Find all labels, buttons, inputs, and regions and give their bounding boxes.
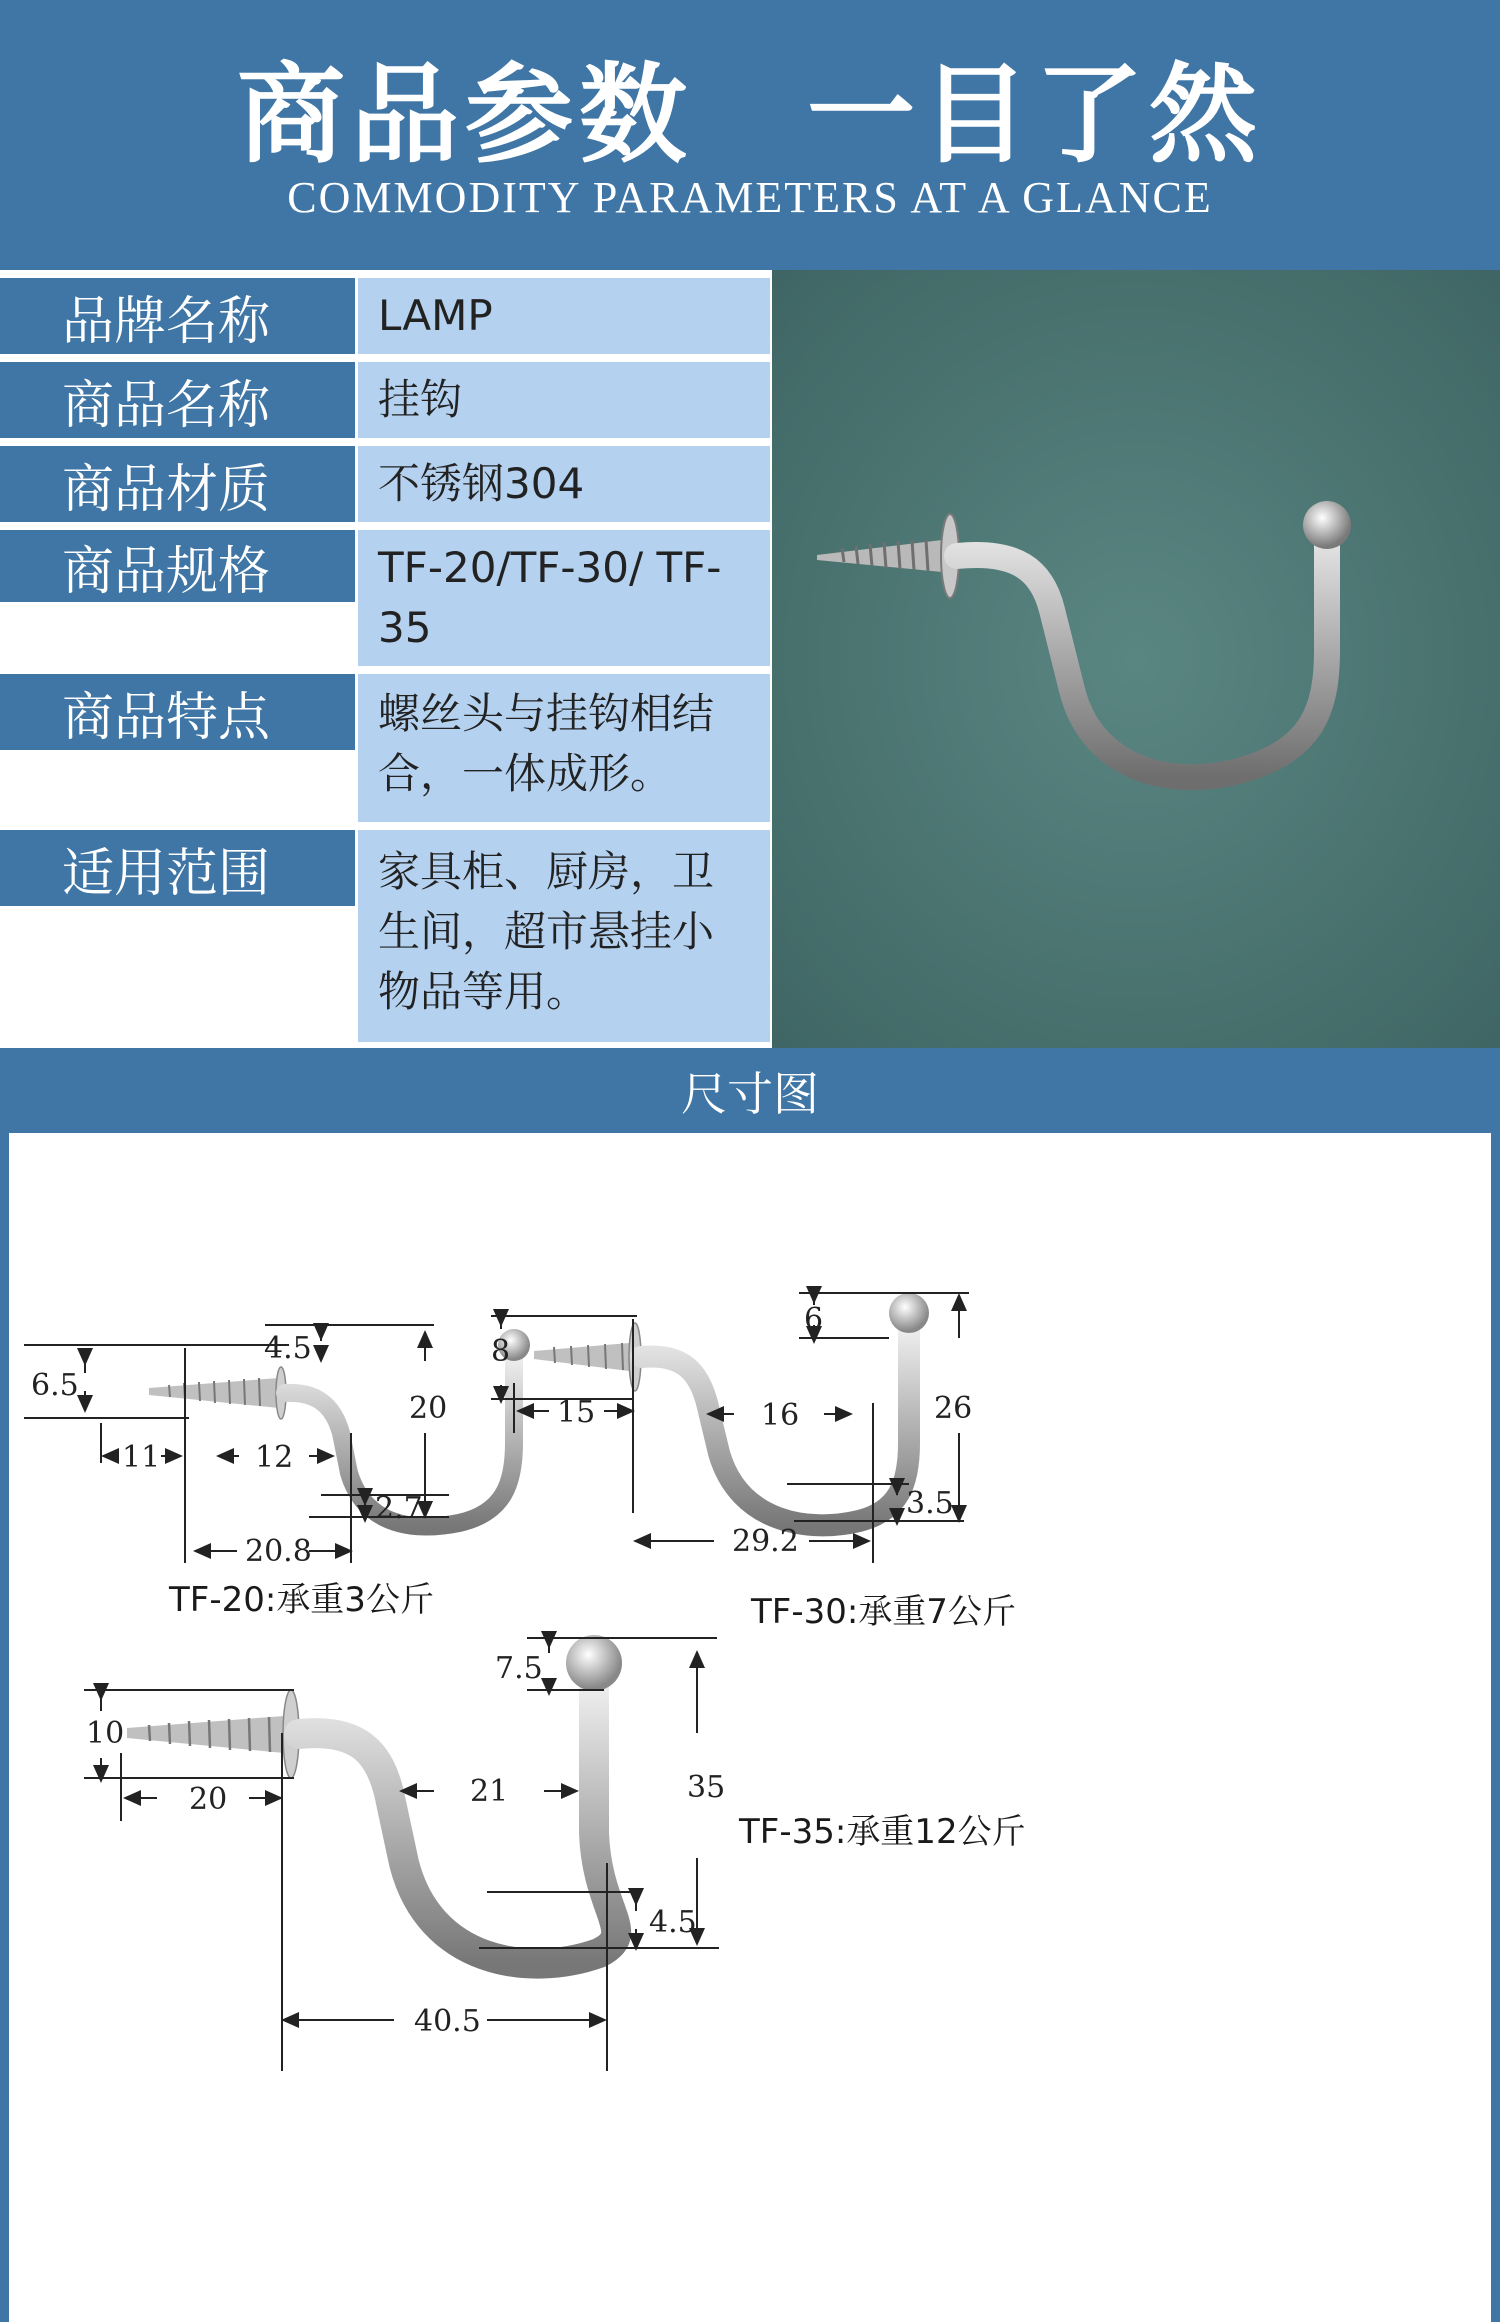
param-label-usage: 适用范围 — [0, 830, 355, 906]
dim-tf35-screw: 20 — [189, 1782, 228, 1817]
param-value-spec: TF-20/TF-30/ TF-35 — [358, 530, 770, 666]
product-photo — [772, 270, 1500, 1048]
param-value-material: 不锈钢304 — [358, 446, 770, 522]
param-value-usage: 家具柜、厨房，卫生间，超市悬挂小物品等用。 — [358, 830, 770, 1042]
dim-tf35-overall: 40.5 — [414, 2004, 481, 2039]
param-label-material: 商品材质 — [0, 446, 355, 522]
dim-tf30-overall: 29.2 — [732, 1524, 799, 1559]
dim-tf30-height: 26 — [934, 1391, 973, 1426]
parameter-table — [0, 270, 772, 1048]
page-title: 商品参数 一目了然 — [236, 53, 1263, 178]
dim-tf30-screw: 15 — [557, 1395, 596, 1430]
dimension-labels-tf20 — [31, 1331, 447, 1620]
param-value-brand: LAMP — [358, 278, 770, 354]
dim-tf20-wire: 2.7 — [375, 1491, 423, 1526]
dim-tf20-head: 6.5 — [31, 1368, 79, 1403]
param-label-spec: 商品规格 — [0, 530, 355, 602]
param-label-name: 商品名称 — [0, 362, 355, 438]
caption-tf30: TF-30:承重7公斤 — [751, 1592, 1016, 1632]
header-banner — [0, 0, 1500, 270]
param-value-name: 挂钩 — [358, 362, 770, 438]
dim-tf35-height: 35 — [687, 1770, 726, 1805]
param-label-brand: 品牌名称 — [0, 278, 355, 354]
dim-tf20-screw: 11 — [122, 1440, 161, 1475]
dim-tf30-head: 8 — [491, 1334, 511, 1369]
dim-tf35-wire: 4.5 — [649, 1905, 697, 1940]
dimension-diagram — [9, 1133, 1491, 2322]
hook-ball-tip — [1303, 501, 1351, 549]
dim-tf35-head: 10 — [86, 1716, 125, 1751]
dim-tf20-ball: 4.5 — [264, 1331, 312, 1366]
page-subtitle: COMMODITY PARAMETERS AT A GLANCE — [287, 173, 1213, 222]
dim-tf30-wire: 3.5 — [906, 1486, 954, 1521]
hook-diagram-tf20 — [149, 1329, 530, 1526]
dim-tf20-overall: 20.8 — [245, 1534, 312, 1569]
dim-tf35-inner: 21 — [470, 1774, 509, 1809]
dimension-section-title: 尺寸图 — [0, 1048, 1500, 1133]
dimension-labels-tf35 — [86, 1651, 1026, 2039]
caption-tf20: TF-20:承重3公斤 — [169, 1580, 434, 1620]
hook-photo-illustration — [772, 270, 1500, 1048]
dim-tf20-height: 20 — [409, 1391, 448, 1426]
dim-tf35-ball: 7.5 — [495, 1651, 543, 1686]
caption-tf35: TF-35:承重12公斤 — [739, 1812, 1026, 1852]
dim-tf20-inner: 12 — [255, 1440, 294, 1475]
param-value-feature: 螺丝头与挂钩相结合，一体成形。 — [358, 674, 770, 822]
dim-tf30-inner: 16 — [761, 1398, 800, 1433]
param-label-feature: 商品特点 — [0, 674, 355, 750]
dim-tf30-ball: 6 — [804, 1302, 824, 1337]
